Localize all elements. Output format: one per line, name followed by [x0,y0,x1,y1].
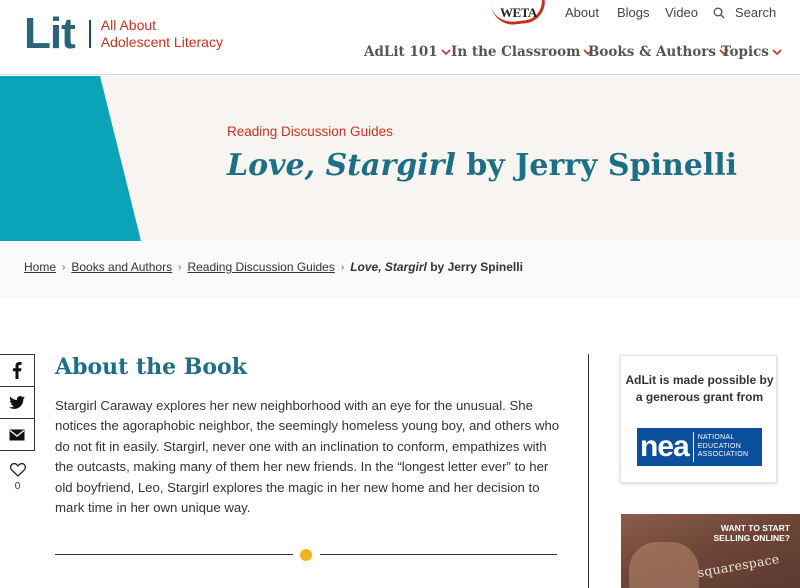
advertisement[interactable] [621,514,800,588]
chevron-right-icon: › [340,261,345,273]
ad-image [629,542,699,588]
chevron-right-icon: › [62,261,66,273]
weta-logo[interactable] [492,2,546,24]
ad-headline-line: WANT TO START [720,523,790,533]
utility-link-about[interactable]: About [565,5,599,20]
share-facebook-button[interactable] [0,354,35,387]
nea-org-name [698,434,749,460]
logo-wordmark [24,9,75,58]
breadcrumb [24,260,523,274]
logo-tagline [101,17,223,51]
nea-logo[interactable] [637,428,762,466]
breadcrumb-home[interactable]: Home [24,260,57,274]
like-button[interactable] [0,451,35,501]
chevron-right-icon: › [178,261,182,273]
page-title [227,148,737,183]
utility-link-blogs[interactable]: Blogs [617,5,650,20]
page-title-author: by Jerry Spinelli [455,148,738,183]
nav-item-books-authors[interactable] [588,44,729,60]
divider-dot [300,549,312,561]
breadcrumb-reading-discussion-guides[interactable]: Reading Discussion Guides [187,260,335,274]
breadcrumb-current [350,260,523,274]
tagline-line-1: All About [100,17,157,33]
logo-divider [89,20,91,48]
hero-kicker[interactable]: Reading Discussion Guides [227,124,393,139]
nea-wordmark: nea [640,430,689,463]
like-count: 0 [14,481,21,492]
share-email-button[interactable] [0,418,35,451]
twitter-icon [9,396,25,409]
section-divider-right [320,554,557,555]
page-title-book: Love, Stargirl [227,148,456,183]
nea-org-line: NATIONAL [697,434,735,442]
sponsor-text: AdLit is made possible by a generous grant from [625,373,774,404]
breadcrumb-current-book: Love, Stargirl [350,260,427,274]
facebook-icon [12,362,22,379]
nav-item-adlit-101[interactable] [364,44,451,60]
ad-headline [714,523,791,543]
tagline-line-2: Adolescent Literacy [100,34,223,50]
search-link[interactable]: Search [735,5,777,20]
nav-label: Topics [721,44,769,60]
nea-divider [693,432,694,462]
breadcrumb-books-and-authors[interactable]: Books and Authors [71,260,173,274]
nea-org-line: ASSOCIATION [697,451,749,459]
nav-label: In the Classroom [451,44,581,60]
breadcrumb-current-author: by Jerry Spinelli [426,260,523,274]
ad-headline-line: SELLING ONLINE? [713,533,790,543]
chevron-down-icon [441,47,451,57]
weta-label: WETA [500,5,537,20]
chevron-down-icon [772,47,782,57]
nav-item-in-the-classroom[interactable] [451,44,593,60]
ad-brand: squarespace [696,550,781,581]
site-header [0,0,800,75]
sidebar-rule [588,354,589,588]
section-divider-left [55,554,293,555]
share-twitter-button[interactable] [0,386,35,419]
adlit-logo[interactable] [24,9,223,58]
page-hero [0,76,800,241]
book-description: Stargirl Caraway explores her new neighborhood with an eye for the unusual. She notices the agoraphobic neighbor, the seemingly homeless young boy, and others who do not fit in easily. Stargirl, never one with an inclination to conform, empathizes with the outcasts, making many of them her new friends. In the “longest letter ever” to her old boyfriend, Leo, Stargirl explores the magic in her new home and her decision to mark time in her own unique way. [55,398,560,516]
logo-lit: Lit [24,9,75,58]
share-rail [0,355,35,501]
search-icon[interactable] [713,7,725,19]
sponsor-card [620,355,777,483]
nav-label: Books & Authors [588,44,717,60]
hero-accent-shape [0,76,141,241]
nav-item-topics[interactable] [721,44,782,60]
section-heading: About the Book [55,354,247,380]
utility-link-video[interactable]: Video [665,5,699,20]
heart-icon [10,463,26,477]
email-icon [9,429,25,441]
nav-label: AdLit 101 [364,44,438,60]
nea-org-line: EDUCATION [697,442,742,450]
